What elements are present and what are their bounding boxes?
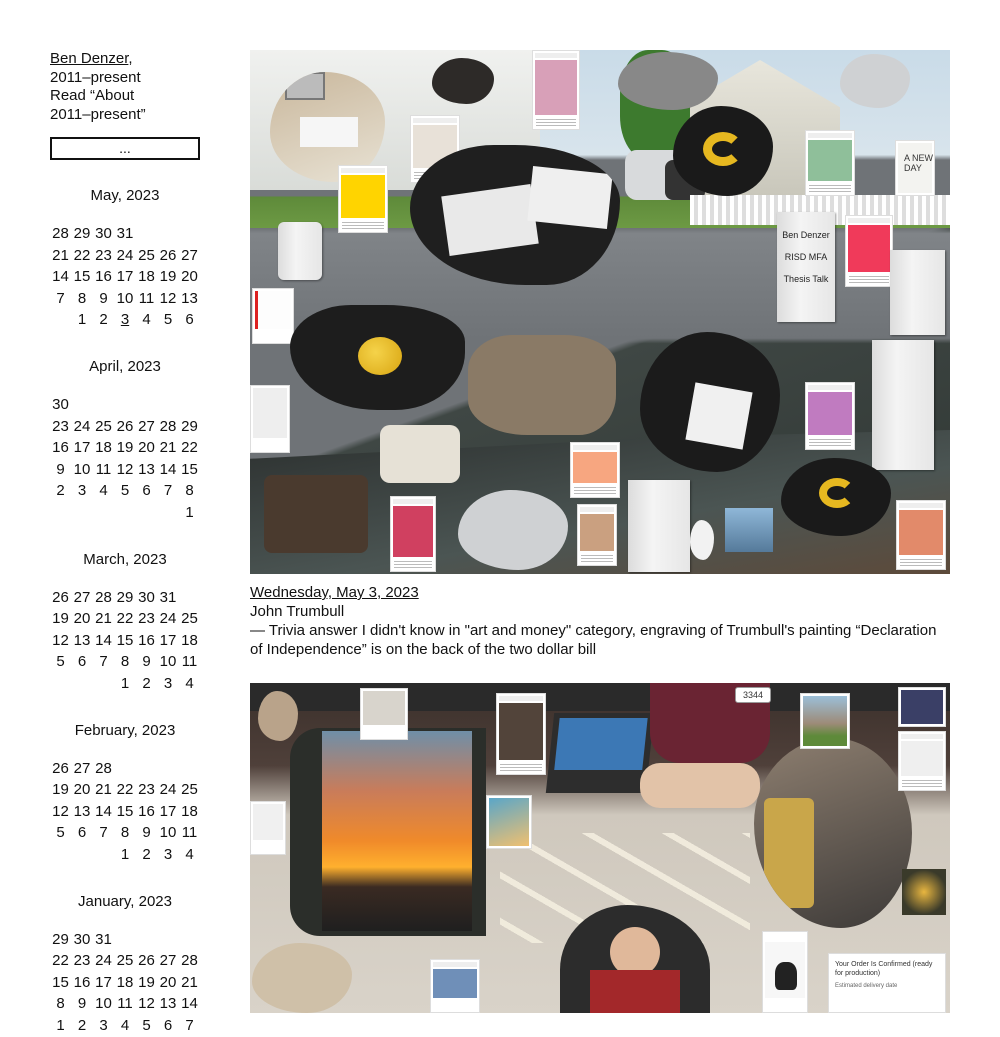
crown-photo: [902, 869, 946, 915]
more-button[interactable]: ...: [50, 137, 200, 160]
calendar-day: 22: [116, 610, 134, 627]
calendar-day: 12: [138, 995, 155, 1012]
calendar-day: 30: [52, 396, 69, 413]
calendar-day: 11: [181, 824, 198, 841]
calendar-day: 27: [181, 246, 198, 264]
calendar-day: 10: [159, 653, 177, 670]
lemon-peel-photo: [673, 106, 773, 196]
instagram-post-thumb: [360, 688, 408, 740]
calendar-month: [50, 536, 200, 695]
calendar-day: 30: [95, 225, 112, 242]
calendar-month: [50, 707, 200, 866]
calendar-day: 18: [138, 268, 155, 285]
calendar-week: [50, 459, 200, 481]
calendar-day: 14: [95, 631, 112, 649]
calendar-day: 8: [185, 482, 194, 499]
calendar-day: 28: [95, 759, 112, 777]
calendar-day: 5: [120, 482, 130, 499]
calendar-day: 23: [52, 417, 69, 435]
month-day-grid: [50, 929, 200, 1037]
painting-photo: [486, 795, 532, 849]
calendar-day: 13: [181, 289, 198, 307]
calendar-week: [50, 652, 200, 674]
instagram-post-thumb: [338, 165, 388, 233]
instagram-post-thumb: [805, 130, 855, 196]
booklets-photo-3: [458, 490, 568, 570]
calendar-day: 14: [95, 802, 112, 820]
calendar-day: 9: [142, 653, 151, 670]
calendar-day: 26: [159, 246, 177, 264]
calendar-month: [50, 878, 200, 1037]
calendar-day: 29: [181, 417, 198, 435]
calendar-day: 25: [95, 417, 112, 435]
calendar-week: [50, 267, 200, 289]
calendar-day: 16: [138, 802, 155, 820]
calendar-week: [50, 310, 200, 332]
calendar-day: 21: [95, 781, 112, 798]
calendar-week: [50, 288, 200, 310]
calendar-day: 3: [77, 482, 87, 499]
calendar-day: 6: [77, 653, 87, 670]
calendar-day: 11: [181, 653, 198, 670]
calendar-day: 29: [116, 588, 134, 606]
calendar-day: 16: [138, 631, 155, 649]
calendar-day: 9: [56, 460, 65, 478]
thesis-line1: Ben Denzer: [782, 230, 830, 240]
name-tag-badge: 3344: [735, 687, 771, 703]
calendar-day: 20: [181, 268, 198, 285]
calendar-day: 21: [95, 610, 112, 627]
month-day-grid: [50, 395, 200, 524]
calendar-day: 13: [73, 631, 91, 649]
laptop-photo: [546, 713, 654, 793]
site-years: 2011–present: [50, 68, 141, 86]
calendar-day: 28: [95, 588, 112, 606]
calendar-day: 8: [77, 289, 87, 307]
calendar-month: [50, 343, 200, 524]
instagram-post-thumb: [250, 801, 286, 855]
calendar-day: 24: [159, 781, 177, 798]
calendar-week: [50, 395, 200, 417]
calendar-day: 7: [56, 289, 65, 307]
calendar-archive: [50, 172, 200, 1037]
calendar-day: 15: [181, 460, 198, 478]
calendar-day: 10: [73, 460, 91, 478]
calendar-day: 27: [138, 417, 155, 435]
calendar-day: 27: [159, 952, 177, 969]
calendar-day: 8: [120, 824, 130, 841]
calendar-day: 19: [52, 610, 69, 627]
sign-text: A NEW DAY: [904, 153, 934, 173]
calendar-day: 21: [52, 246, 69, 264]
about-link[interactable]: Read “About: [50, 87, 135, 104]
calendar-day: 8: [56, 995, 65, 1012]
calendar-day-link[interactable]: 3: [120, 311, 130, 328]
calendar-day: 5: [142, 1016, 151, 1034]
calendar-day: 17: [73, 439, 91, 456]
calendar-day: 17: [95, 973, 112, 991]
calendar-day: 31: [159, 588, 177, 606]
month-title: January, 2023: [78, 892, 172, 910]
instagram-post-thumb: [898, 731, 946, 791]
calendar-day: 1: [185, 503, 194, 521]
calendar-day: 14: [181, 995, 198, 1012]
house-photo: [800, 693, 850, 749]
calendar-day: 6: [163, 1016, 173, 1034]
calendar-week: [50, 994, 200, 1016]
order-title: Your Order Is Confirmed (ready for production): [835, 961, 933, 977]
calendar-day: 5: [163, 311, 173, 328]
calendar-day: 7: [185, 1016, 194, 1034]
calendar-day: 23: [138, 610, 155, 627]
calendar-day: 9: [99, 289, 108, 307]
hand-writing-photo: [432, 58, 494, 104]
calendar-week: [50, 673, 200, 695]
calendar-day: 7: [163, 482, 173, 499]
calendar-day: 10: [95, 995, 112, 1012]
calendar-week: [50, 438, 200, 460]
site-title: [50, 50, 200, 124]
calendar-day: 19: [52, 781, 69, 798]
calendar-day: 12: [159, 289, 177, 307]
thesis-line2: RISD MFA: [784, 252, 828, 262]
calendar-day: 22: [116, 781, 134, 798]
calendar-week: [50, 972, 200, 994]
calendar-day: 25: [138, 246, 155, 264]
calendar-day: 18: [181, 802, 198, 820]
calendar-day: 11: [117, 995, 133, 1012]
calendar-week: [50, 245, 200, 267]
calendar-day: 4: [99, 482, 108, 499]
calendar-day: 13: [73, 802, 91, 820]
people-at-table-photo: [264, 475, 368, 553]
instagram-post-thumb: [390, 496, 436, 572]
calendar-day: 18: [95, 439, 112, 456]
calendar-day: 3: [163, 674, 173, 692]
glove-photo: [762, 931, 808, 1013]
calendar-week: [50, 1015, 200, 1037]
calendar-day: 9: [77, 995, 87, 1012]
calendar-day: 26: [52, 759, 69, 777]
calendar-day: 25: [116, 952, 134, 969]
calendar-day: 26: [52, 588, 69, 606]
signing-booklet-photo: [640, 332, 780, 472]
calendar-day: 31: [95, 930, 112, 948]
calendar-day: 14: [52, 268, 69, 285]
calendar-day: 13: [159, 995, 177, 1012]
calendar-day: 22: [181, 439, 198, 456]
calendar-day: 4: [120, 1016, 130, 1034]
calendar-day: 4: [185, 845, 194, 863]
calendar-day: 20: [159, 973, 177, 991]
post-meta: [250, 583, 950, 659]
calendar-day: 21: [181, 973, 198, 991]
a-new-day-sign-photo: [895, 140, 935, 196]
calendar-day: 12: [52, 631, 69, 649]
calendar-day: 20: [73, 610, 91, 627]
calendar-day: 10: [159, 824, 177, 841]
open-book-photo: [380, 425, 460, 483]
calendar-week: [50, 758, 200, 780]
sidebar: [50, 50, 200, 1037]
calendar-day: 15: [116, 631, 134, 649]
calendar-day: 28: [181, 952, 198, 969]
post-body: — Trivia answer I didn't know in "art and money" category, engraving of Trumbull's painting “Declaration of Independence” is on the back of the two dollar bill: [250, 622, 937, 658]
laptop-table-photo: [468, 335, 616, 435]
calendar-day: 22: [52, 952, 69, 969]
thesis-talk-booklet: [777, 212, 835, 322]
post: [250, 683, 950, 1013]
calendar-day: 1: [77, 311, 87, 328]
calendar-day: 18: [116, 973, 134, 991]
calendar-day: 5: [56, 653, 65, 670]
calendar-day: 29: [52, 930, 69, 948]
calendar-day: 28: [159, 417, 177, 435]
instagram-post-thumb: [577, 504, 617, 566]
instagram-post-thumb: [845, 215, 893, 287]
month-title: February, 2023: [74, 721, 176, 739]
instagram-post-thumb: [252, 288, 294, 344]
calendar-day: 15: [116, 802, 134, 820]
lemon-peel-photo-2: [781, 458, 891, 536]
calendar-day: 15: [73, 268, 91, 285]
instagram-post-thumb: [570, 442, 620, 498]
calendar-day: 17: [116, 268, 134, 285]
calendar-day: 8: [120, 653, 130, 670]
calendar-day: 25: [181, 781, 198, 798]
calendar-day: 20: [73, 781, 91, 798]
calendar-day: 1: [56, 1016, 65, 1034]
calendar-day: 11: [138, 289, 155, 307]
calendar-day: 13: [138, 460, 155, 478]
calendar-week: [50, 609, 200, 631]
month-title: March, 2023: [83, 550, 167, 568]
calendar-day: 2: [142, 845, 151, 863]
calendar-day: 6: [142, 482, 151, 499]
post-feed: [250, 50, 950, 1013]
chair-room-photo: [754, 738, 912, 928]
title-suffix: ,: [128, 50, 133, 67]
person-legs: [640, 763, 760, 808]
calendar-day: 19: [116, 439, 134, 456]
post-collage-image[interactable]: [250, 683, 950, 1013]
calendar-day: 24: [116, 246, 134, 264]
calendar-week: [50, 780, 200, 802]
people-playing-photo: [252, 943, 352, 1013]
calendar-day: 22: [73, 246, 91, 264]
post-date-link[interactable]: Wednesday, May 3, 2023: [250, 584, 419, 601]
booklet-open-photo: [872, 340, 934, 470]
calendar-week: [50, 951, 200, 973]
calendar-day: 2: [56, 482, 65, 499]
calendar-week: [50, 801, 200, 823]
calendar-day: 27: [73, 759, 91, 777]
calendar-day: 17: [159, 802, 177, 820]
calendar-day: 16: [52, 439, 69, 456]
booklets-photo-2: [840, 54, 910, 108]
month-title: May, 2023: [90, 187, 160, 204]
calendar-day: 9: [142, 824, 151, 841]
calendar-day: 3: [99, 1016, 108, 1034]
calendar-week: [50, 929, 200, 951]
calendar-day: 4: [185, 674, 194, 692]
calendar-day: 26: [138, 952, 155, 969]
instagram-post-thumb: [896, 500, 946, 570]
calendar-day: 17: [159, 631, 177, 649]
calendar-day: 6: [185, 311, 194, 328]
calendar-day: 28: [52, 225, 69, 242]
calendar-day: 26: [116, 417, 134, 435]
month-day-grid: [50, 758, 200, 866]
home-link[interactable]: Ben Denzer: [50, 50, 129, 67]
month-title: April, 2023: [89, 358, 161, 375]
post: [250, 50, 950, 659]
calendar-day: 18: [181, 631, 198, 649]
thesis-line3: Thesis Talk: [783, 274, 829, 284]
calendar-day: 10: [116, 289, 134, 307]
instagram-post-thumb: [496, 693, 546, 775]
calendar-day: 12: [52, 802, 69, 820]
post-title: John Trumbull: [250, 603, 345, 620]
about-link-line2: 2011–present”: [50, 105, 146, 123]
calendar-day: 5: [56, 824, 65, 841]
booklet-small: [690, 520, 714, 560]
calendar-week: [50, 481, 200, 503]
calendar-day: 2: [77, 1016, 87, 1034]
calendar-day: 16: [95, 268, 112, 285]
calendar-day: 2: [142, 674, 151, 692]
thesis-booklet-photo: [278, 222, 322, 280]
calendar-week: [50, 823, 200, 845]
instagram-post-thumb: [805, 382, 855, 450]
booklets-photo: [618, 52, 718, 110]
calendar-day: 7: [99, 824, 108, 841]
calendar-week: [50, 416, 200, 438]
calendar-day: 12: [116, 460, 134, 478]
calendar-day: 23: [95, 246, 112, 264]
calendar-day: 27: [73, 588, 91, 606]
calendar-day: 1: [120, 845, 130, 863]
calendar-day: 2: [99, 311, 108, 328]
calendar-week: [50, 587, 200, 609]
instagram-post-thumb: [898, 687, 946, 727]
calendar-day: 3: [163, 845, 173, 863]
calendar-day: 29: [73, 225, 91, 242]
calendar-day: 4: [142, 311, 151, 328]
order-confirmation-screenshot: [828, 953, 946, 1013]
instagram-post-thumb: [430, 959, 480, 1013]
calendar-day: 19: [138, 973, 155, 991]
sunset-window-photo: [322, 731, 472, 931]
month-day-grid: [50, 224, 200, 332]
calendar-day: 14: [159, 460, 177, 478]
order-subtitle: Estimated delivery date: [835, 983, 898, 989]
calendar-day: 23: [73, 952, 91, 969]
thesis-talk-booklet-2: [628, 480, 690, 572]
calendar-day: 6: [77, 824, 87, 841]
month-day-grid: [50, 587, 200, 695]
calendar-day: 24: [73, 417, 91, 435]
instagram-post-thumb: [532, 50, 580, 130]
coast-photo: [725, 508, 773, 552]
calendar-week: [50, 224, 200, 246]
calendar-day: 16: [73, 973, 91, 991]
calendar-day: 15: [52, 973, 69, 991]
calendar-day: 31: [116, 225, 134, 242]
calendar-day: 24: [95, 952, 112, 969]
calendar-day: 11: [95, 460, 112, 478]
calendar-week: [50, 630, 200, 652]
calendar-day: 7: [99, 653, 108, 670]
calendar-day: 21: [159, 439, 177, 456]
calendar-month: [50, 172, 200, 331]
person-photo: [258, 691, 298, 741]
calendar-day: 1: [120, 674, 130, 692]
calendar-day: 30: [73, 930, 91, 948]
calendar-day: 20: [138, 439, 155, 456]
booklet-photo: [250, 385, 290, 453]
calendar-day: 24: [159, 610, 177, 627]
calendar-day: 23: [138, 781, 155, 798]
calendar-week: [50, 502, 200, 524]
post-collage-image[interactable]: [250, 50, 950, 574]
calendar-week: [50, 844, 200, 866]
calendar-day: 30: [138, 588, 155, 606]
calendar-day: 25: [181, 610, 198, 627]
calendar-day: 19: [159, 268, 177, 285]
booklet-photo: [890, 250, 945, 335]
